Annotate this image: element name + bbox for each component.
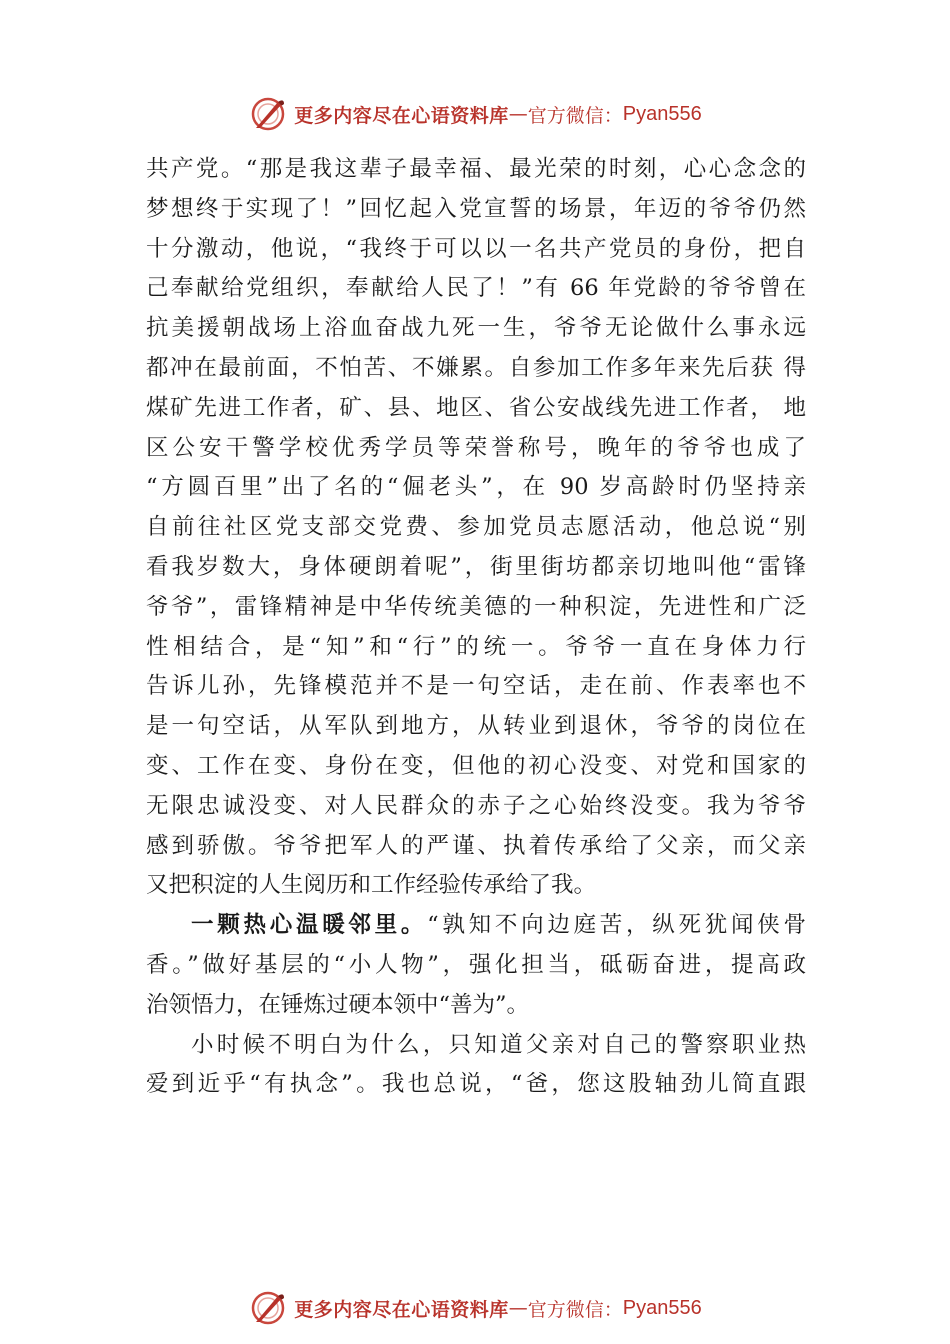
header-site-name: 更多内容尽在心语资料库 — [294, 104, 509, 127]
text-line: 己奉献给党组织，奉献给人民了！”有 66 年党龄的爷爷曾在 — [146, 275, 806, 302]
paragraph-father — [146, 1026, 806, 1106]
paragraph-grandfather — [146, 150, 806, 906]
footer-site-name: 更多内容尽在心语资料库 — [294, 1298, 509, 1321]
footer-banner — [0, 1286, 950, 1330]
text-line: 治领悟力，在锤炼过硬本领中“善为”。 — [146, 991, 530, 1018]
text-line: 爱到近乎“有执念”。我也总说，“爸，您这股轴劲儿简直跟 — [146, 1071, 806, 1098]
text-line: 区公安干警学校优秀学员等荣誉称号，晚年的爷爷也成了 — [146, 434, 806, 461]
text-line: 小时候不明白为什么，只知道父亲对自己的警察职业热 — [191, 1031, 806, 1058]
quill-logo-icon — [248, 1288, 288, 1328]
quill-logo-icon — [248, 94, 288, 134]
header-separator: — — [508, 103, 528, 125]
text-line: 香。”做好基层的“小人物”，强化担当，砥砺奋进，提高政 — [146, 951, 806, 978]
text-line: 变、工作在变、身份在变，但他的初心没变、对党和国家的 — [146, 752, 806, 779]
header-banner — [0, 92, 950, 136]
text-line: 共产党。“那是我这辈子最幸福、最光荣的时刻，心心念念的 — [146, 156, 806, 182]
text-line: 看我岁数大，身体硬朗着呢”，街里街坊都亲切地叫他“雷锋 — [146, 553, 806, 580]
header-wechat-label: 官方微信： — [527, 104, 623, 127]
text-line: 无限忠诚没变、对人民群众的赤子之心始终没变。我为爷爷 — [146, 792, 806, 819]
text-line: 十分激动，他说，“我终于可以以一名共产党员的身份，把自 — [146, 235, 806, 262]
text-line: 煤矿先进工作者，矿、县、地区、省公安战线先进工作者， 地 — [146, 394, 806, 421]
paragraph-neighbors — [146, 906, 806, 1025]
footer-separator: — — [508, 1297, 528, 1319]
text-line: 感到骄傲。爷爷把军人的严谨、执着传承给了父亲，而父亲 — [146, 832, 806, 859]
header-wechat-id: Pyan556 — [622, 102, 702, 125]
text-line: 自前往社区党支部交党费、参加党员志愿活动，他总说“别 — [146, 514, 806, 541]
footer-wechat-label: 官方微信： — [527, 1298, 623, 1321]
text-line: 抗美援朝战场上浴血奋战九死一生，爷爷无论做什么事永远 — [146, 315, 806, 342]
text-line: 都冲在最前面，不怕苦、不嫌累。自参加工作多年来先后获 得 — [146, 354, 806, 381]
text-line: 告诉儿孙，先锋模范并不是一句空话，走在前、作表率也不 — [146, 673, 806, 700]
text-line: 爷爷”，雷锋精神是中华传统美德的一种积淀，先进性和广泛 — [146, 593, 806, 620]
text-line: 性相结合，是“知”和“行”的统一。爷爷一直在身体力行 — [146, 633, 806, 660]
footer-wechat-id: Pyan556 — [622, 1296, 702, 1319]
text-line — [146, 906, 806, 946]
text-line: 又把积淀的人生阅历和工作经验传承给了我。 — [146, 872, 597, 899]
text-line: 梦想终于实现了！”回忆起入党宣誓的场景，年迈的爷爷仍然 — [146, 195, 806, 222]
text-line: “方圆百里”出了名的“倔老头”，在 90 岁高龄时仍坚持亲 — [146, 474, 806, 501]
section-heading: 一颗热心温暖邻里。 — [191, 912, 428, 939]
heading-quote: “孰知不向边庭苦，纵死犹闻侠骨 — [427, 912, 806, 939]
text-line: 是一句空话，从军队到地方，从转业到退休，爷爷的岗位在 — [146, 713, 806, 740]
document-body — [146, 150, 806, 1105]
